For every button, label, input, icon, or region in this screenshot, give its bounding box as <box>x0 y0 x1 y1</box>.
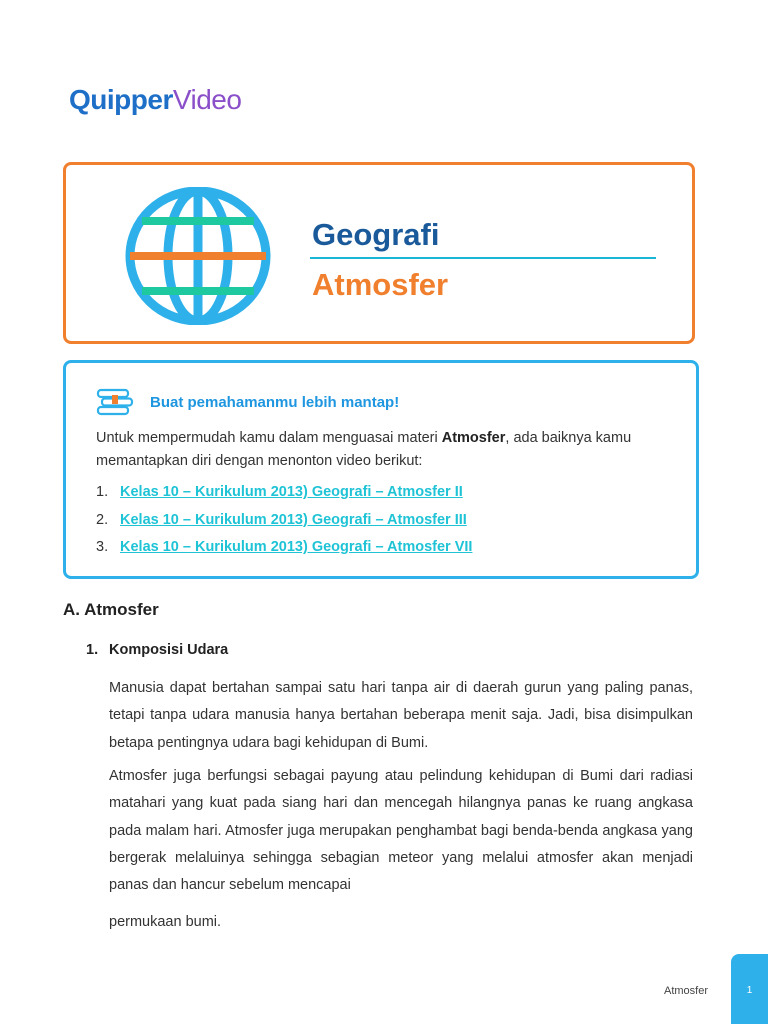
video-recommendation-box <box>63 360 699 579</box>
globe-icon <box>122 187 274 325</box>
page-number-tab <box>731 954 768 1024</box>
list-item: 2. Kelas 10 – Kurikulum 2013) Geografi – Atmosfer III <box>96 511 467 528</box>
video-link-1[interactable]: Kelas 10 – Kurikulum 2013) Geografi – Atmosfer II <box>120 484 463 500</box>
logo-video-text: Video <box>172 84 242 115</box>
paragraph-2: Atmosfer juga berfungsi sebagai payung atau pelindung kehidupan di Bumi dari radiasi matahari yang kuat pada siang hari dan mencegah hilangnya panas ke ruang angkasa pada malam hari. Atmosfer juga merupakan penghambat bagi benda-benda angkasa yang bergerak melaluinya sehingga sebagian meteor yang melalui atmosfer akan menjadi panas dan hancur sebelum mencapai <box>109 768 693 894</box>
section-heading: A. Atmosfer <box>63 600 159 619</box>
quipper-video-logo <box>69 84 241 116</box>
video-link-2[interactable]: Kelas 10 – Kurikulum 2013) Geografi – Atmosfer III <box>120 511 467 528</box>
title-card <box>63 162 695 344</box>
page-number: 1 <box>746 985 753 996</box>
subject-title: Geografi <box>312 217 440 252</box>
subsection-heading: 1. Komposisi Udara <box>86 642 229 658</box>
paragraph-1: Manusia dapat bertahan sampai satu hari tanpa air di daerah gurun yang paling panas, tetapi tanpa udara manusia hanya bertahan beberapa menit saja. Jadi, bisa disimpulkan betapa pentingnya udara bagi kehidupan di Bumi. <box>109 680 693 751</box>
info-description: Untuk mempermudah kamu dalam menguasai materi Atmosfer, ada baiknya kamu memantapkan diri dengan menonton video berikut: <box>96 430 632 469</box>
list-item: 3. Kelas 10 – Kurikulum 2013) Geografi – Atmosfer VII <box>96 539 473 555</box>
list-item: 1. Kelas 10 – Kurikulum 2013) Geografi – Atmosfer II <box>96 484 463 500</box>
logo-quipper-text: Quipper <box>69 84 173 115</box>
books-icon <box>96 388 136 416</box>
footer-topic-label: Atmosfer <box>664 985 709 997</box>
info-heading: Buat pemahamanmu lebih mantap! <box>150 394 400 411</box>
video-link-3[interactable]: Kelas 10 – Kurikulum 2013) Geografi – Atmosfer VII <box>120 539 473 555</box>
paragraph-3: permukaan bumi. <box>109 914 222 930</box>
title-divider <box>310 257 656 259</box>
video-link-list <box>96 482 472 565</box>
info-bold-topic: Atmosfer <box>441 430 506 446</box>
topic-title: Atmosfer <box>312 267 449 302</box>
